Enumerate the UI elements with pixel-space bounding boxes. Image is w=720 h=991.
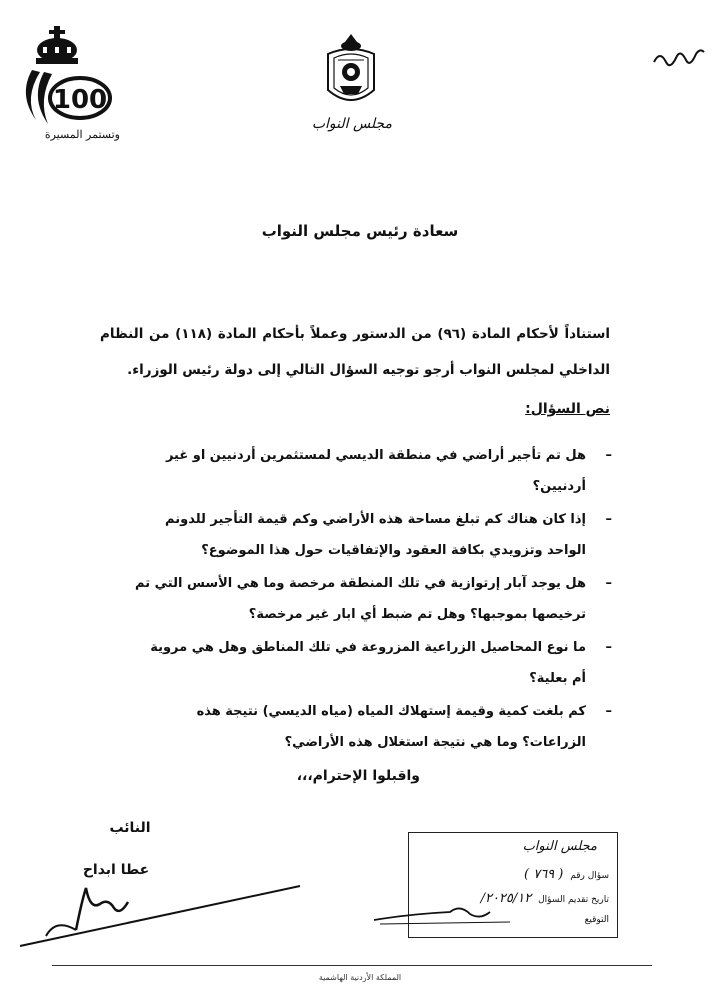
stamp-signature-row xyxy=(585,915,609,925)
centenary-number: 100 xyxy=(52,85,108,115)
question-item xyxy=(132,696,612,758)
question-item xyxy=(132,504,612,566)
stamp-signature-label: التوقيع xyxy=(584,915,609,925)
corner-note-text: ٦٣٣٠ xyxy=(703,72,706,73)
parliament-caption: مجلس النواب xyxy=(311,116,392,132)
stamp-question-number-label: سؤال رقم xyxy=(570,871,609,881)
stamp-handwritten-mark-icon xyxy=(370,898,520,928)
dash-bullet: – xyxy=(605,512,612,527)
closing-salutation: واقبلوا الإحترام،،، xyxy=(296,768,420,784)
stamp-question-number-value: ( ٧٦٩ ) xyxy=(524,867,564,882)
question-item xyxy=(132,568,612,630)
questions-list xyxy=(132,440,612,760)
question-text: هل تم تأجير أراضي في منطقة الديسي لمستثمرين أردنيين او غير أردنيين؟ xyxy=(165,448,586,494)
question-text: ما نوع المحاصيل الزراعية المزروعة في تلك المناطق وهل هي مروية أم بعلية؟ xyxy=(150,640,586,686)
question-item xyxy=(132,632,612,694)
coat-of-arms-icon xyxy=(318,30,384,112)
handwritten-corner-note xyxy=(648,40,708,74)
question-text: كم بلغت كمية وقيمة إستهلاك المياه (مياه الديسي) نتيجة هذه الزراعات؟ وما هي نتيجة استغلال هذه الأراضي؟ xyxy=(196,704,586,750)
intro-paragraph: استناداً لأحكام المادة (٩٦) من الدستور وعملاً بأحكام المادة (١١٨) من النظام الداخلي لمجلس النواب أرجو توجيه السؤال التالي إلى دولة رئيس الوزراء. xyxy=(100,326,611,378)
signature-icon xyxy=(16,860,306,950)
mp-title: النائب xyxy=(109,820,151,836)
stamp-date-label: تاريخ تقديم السؤال xyxy=(538,895,609,905)
stamp-title: مجلس النواب xyxy=(522,839,597,854)
question-text: هل يوجد آبار إرتوازية في تلك المنطقة مرخصة وما هي الأسس التي تم ترخيصها بموجبها؟ وهل تم ضبط أي ابار غير مرخصة؟ xyxy=(135,576,586,622)
question-item xyxy=(132,440,612,502)
stamp-date-value: ٢٠٢٥/١٢/ xyxy=(480,891,532,906)
questions-heading: نص السؤال: xyxy=(525,401,610,417)
addressee: سعادة رئيس مجلس النواب xyxy=(261,222,459,240)
dash-bullet: – xyxy=(605,576,612,591)
centenary-caption: وتستمر المسيرة xyxy=(44,128,120,141)
footer-divider xyxy=(52,965,652,966)
question-text: إذا كان هناك كم تبلغ مساحة هذه الأراضي وكم قيمة التأجير للدونم الواحد وتزويدي بكافة العقود والإتفاقيات حول هذا الموضوع؟ xyxy=(165,512,586,558)
dash-bullet: – xyxy=(605,448,612,463)
mp-name: عطا ابداح xyxy=(82,862,150,878)
footer-text: المملكة الأردنية الهاشمية xyxy=(318,973,402,982)
dash-bullet: – xyxy=(605,704,612,719)
dash-bullet: – xyxy=(605,640,612,655)
stamp-question-number-row xyxy=(524,867,609,882)
